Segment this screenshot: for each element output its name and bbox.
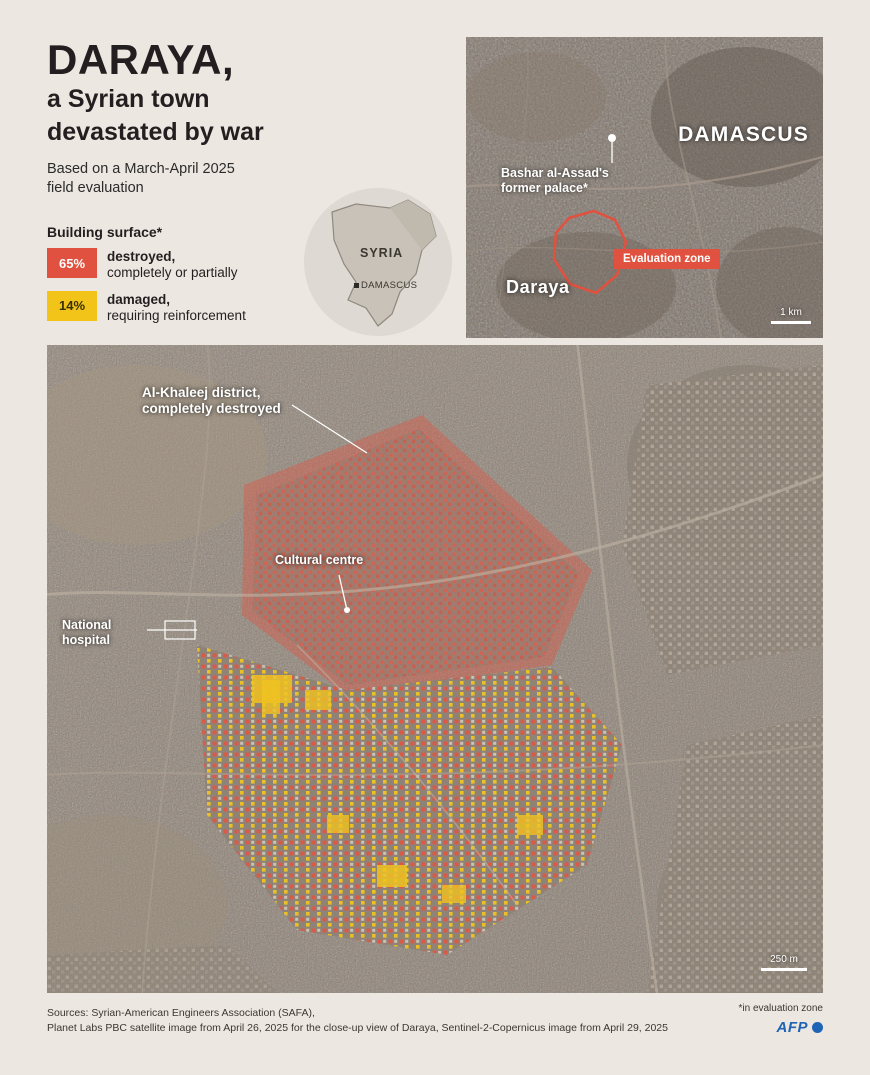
locator-country-label: SYRIA: [360, 246, 404, 260]
legend-swatch-destroyed: 65%: [47, 248, 97, 278]
legend-text-destroyed: [107, 248, 238, 282]
inset-satellite-map[interactable]: [466, 37, 823, 338]
main-scale-line: [761, 968, 807, 971]
legend-heading: Building surface*: [47, 224, 163, 240]
annotation-al-khaleej: [142, 385, 292, 417]
legend-text-damaged: [107, 291, 246, 325]
legend-label-damaged: damaged,: [107, 291, 171, 307]
locator-map: [304, 188, 452, 336]
main-satellite-map[interactable]: [47, 345, 823, 993]
legend-detail-damaged: requiring reinforcement: [107, 308, 246, 324]
page-subtitle-line2: devastated by war: [47, 117, 264, 146]
evaluation-note-line1: Based on a March-April 2025: [47, 161, 235, 178]
inset-label-damascus: DAMASCUS: [678, 123, 809, 146]
page-subtitle-line1: a Syrian town: [47, 85, 210, 114]
main-scale-label: 250 m: [770, 954, 798, 965]
legend-detail-destroyed: completely or partially: [107, 265, 238, 281]
locator-city-label: DAMASCUS: [361, 280, 418, 291]
legend-swatch-damaged: 14%: [47, 291, 97, 321]
annotation-national-hospital-line2: hospital: [62, 633, 110, 647]
title-block: [47, 38, 447, 198]
inset-label-palace-line1: Bashar al-Assad's: [501, 166, 609, 180]
sources-line1: Sources: Syrian-American Engineers Association (SAFA),: [47, 1007, 315, 1019]
annotation-al-khaleej-line2: completely destroyed: [142, 401, 281, 417]
annotation-national-hospital: [62, 618, 142, 648]
legend-item-destroyed: [47, 248, 317, 282]
inset-label-daraya: Daraya: [506, 277, 570, 297]
afp-logo: [777, 1019, 824, 1036]
annotation-cultural-centre: Cultural centre: [275, 553, 364, 567]
afp-logo-dot: [812, 1022, 823, 1033]
inset-label-palace-line2: former palace*: [501, 181, 588, 195]
annotation-national-hospital-line1: National: [62, 618, 112, 632]
legend-item-damaged: [47, 291, 317, 325]
locator-city-marker: [354, 283, 359, 288]
legend-label-destroyed: destroyed,: [107, 249, 176, 264]
page-title: DARAYA,: [47, 36, 235, 83]
annotation-al-khaleej-line1: Al-Khaleej district,: [142, 385, 261, 400]
footnote-text: *in evaluation zone: [738, 1003, 823, 1014]
inset-label-palace: [501, 166, 661, 196]
inset-scale-bar: [771, 307, 811, 324]
afp-logo-text: AFP: [776, 1019, 808, 1036]
legend: [47, 224, 317, 334]
inset-scale-label: 1 km: [780, 307, 802, 318]
evaluation-zone-badge: Evaluation zone: [614, 249, 720, 269]
sources-text: [47, 1006, 687, 1036]
locator-map-shape: [304, 188, 452, 336]
sources-line2: Planet Labs PBC satellite image from April 26, 2025 for the close-up view of Daraya, Sentinel-2-Copernicus image from April 29, 2025: [47, 1022, 668, 1035]
main-scale-bar: [761, 954, 807, 971]
inset-scale-line: [771, 321, 811, 324]
evaluation-note-line2: field evaluation: [47, 179, 144, 196]
main-satellite-imagery: [47, 345, 823, 993]
